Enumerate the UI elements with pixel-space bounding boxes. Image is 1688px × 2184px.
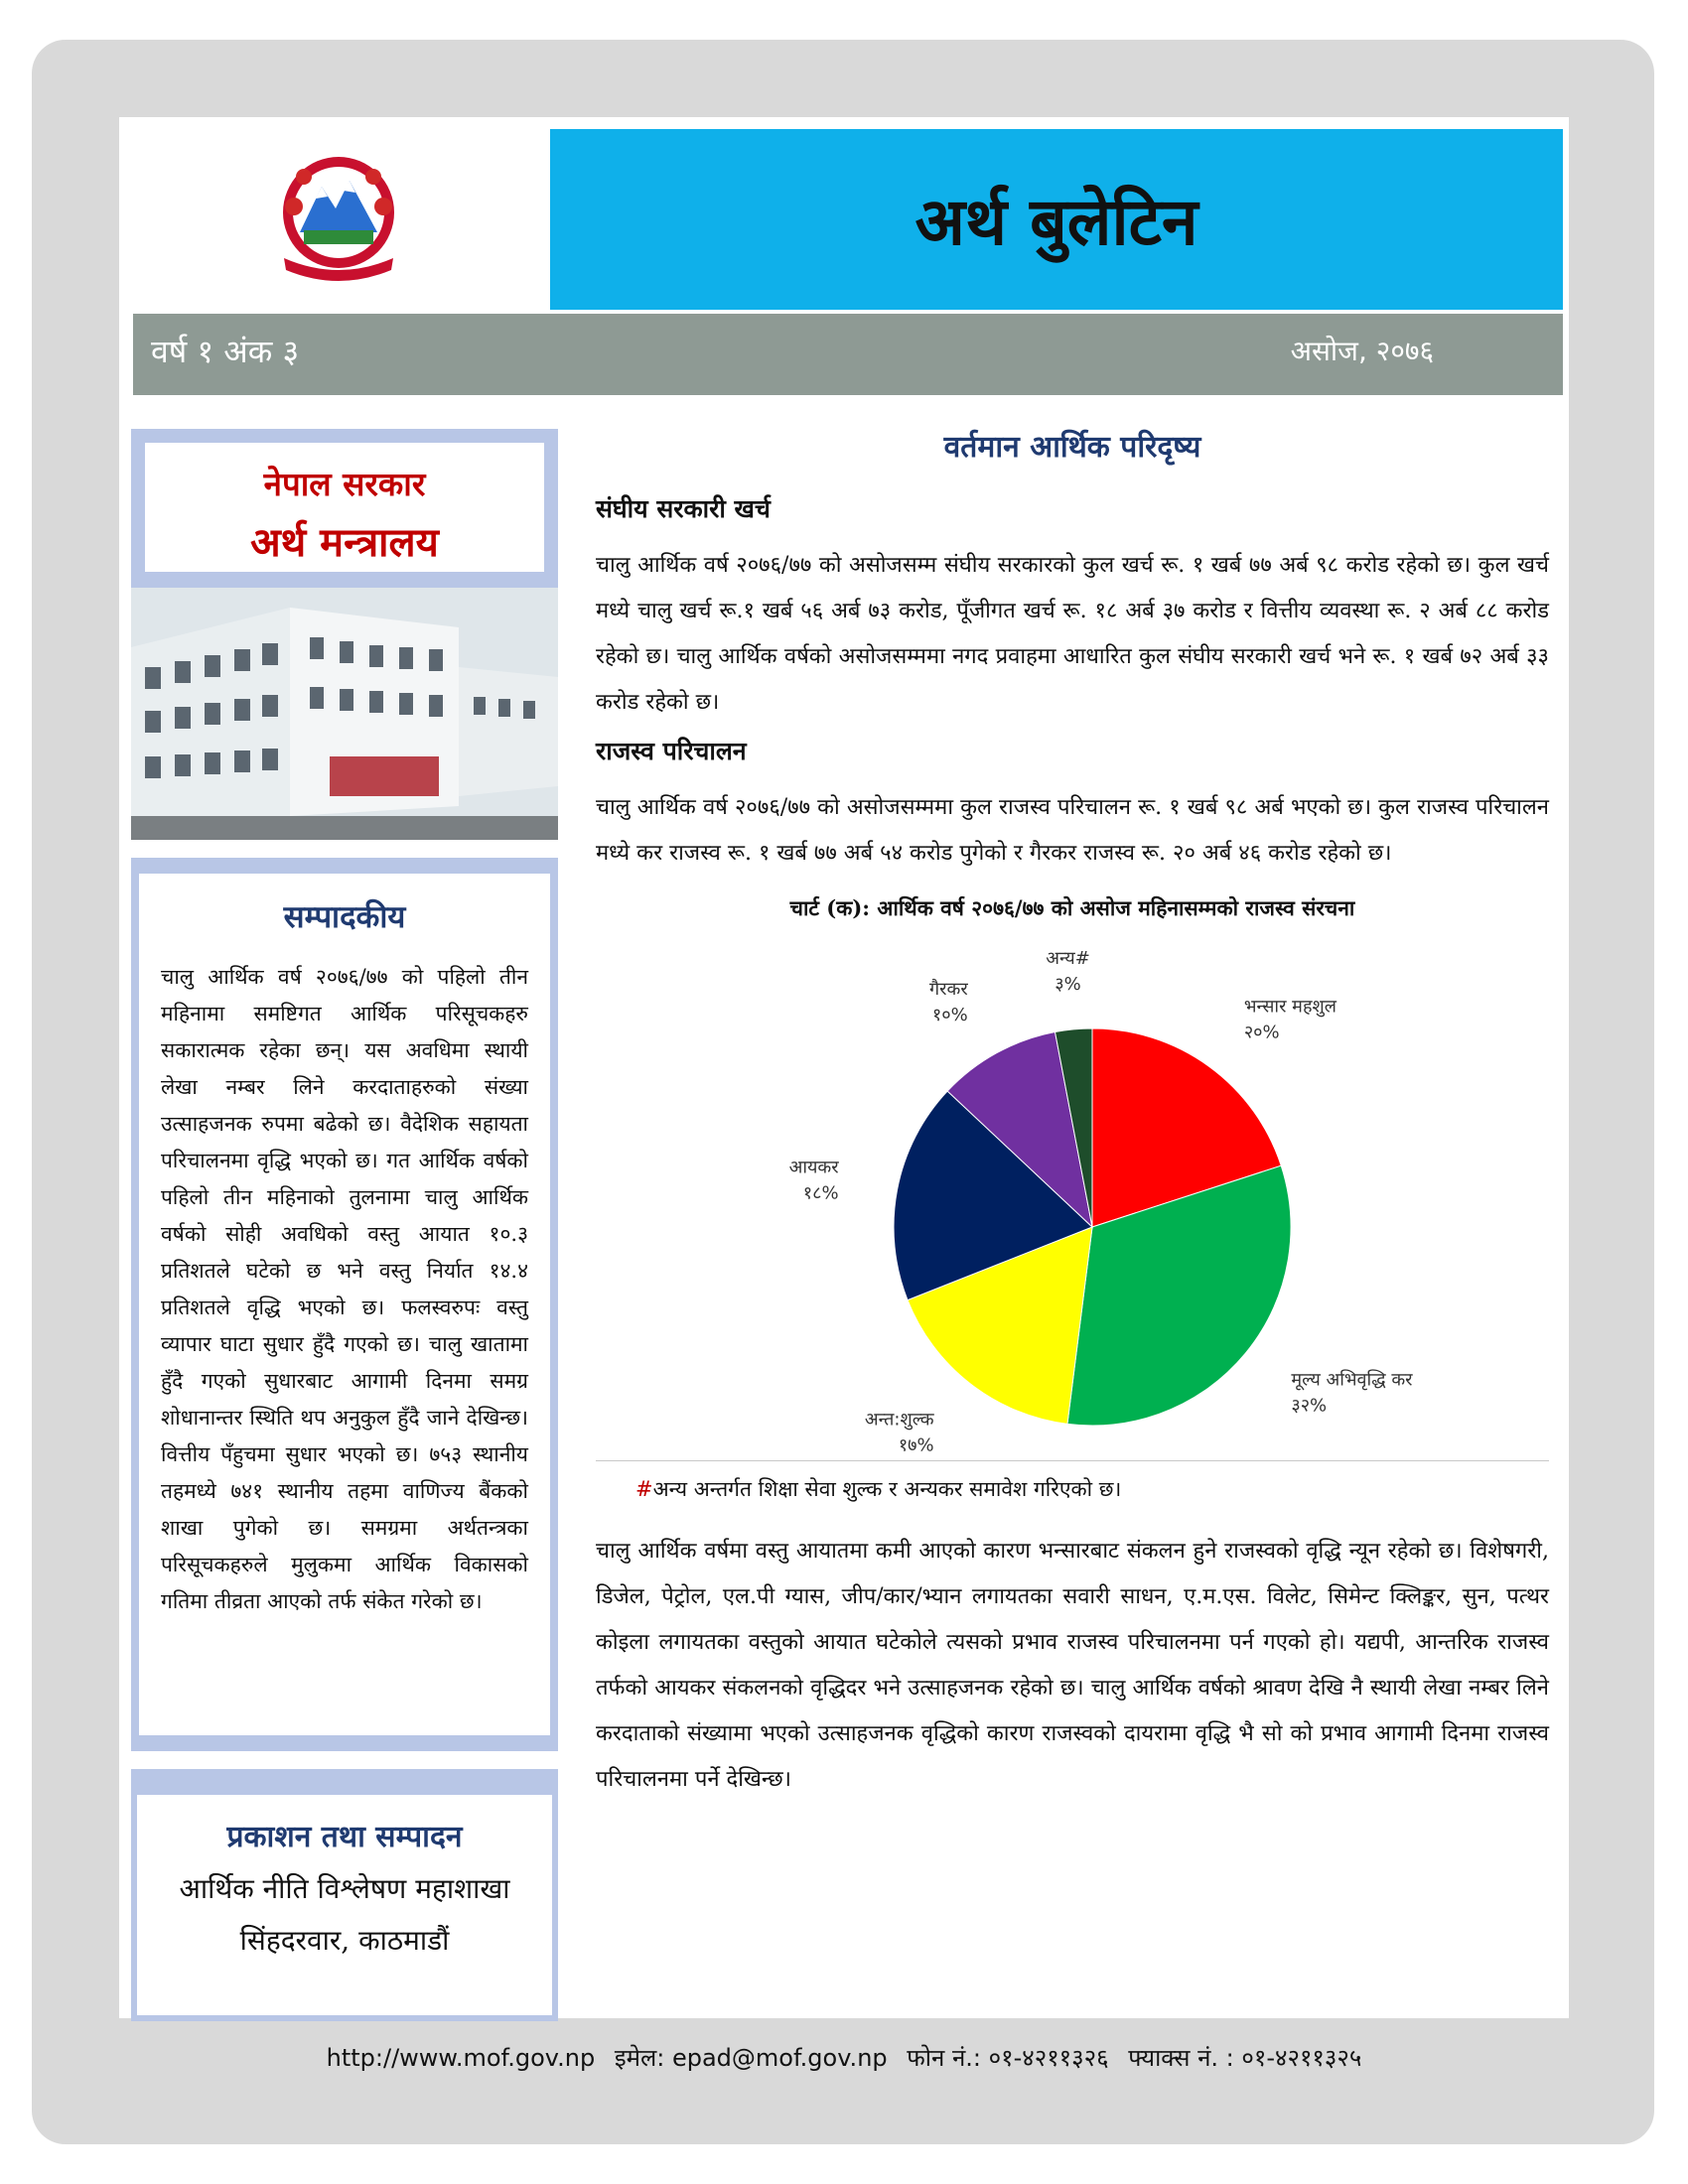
- main-title: वर्तमान आर्थिक परिदृष्य: [943, 430, 1201, 465]
- footer-contact: [0, 2041, 1688, 2074]
- chart-footnote: [635, 1475, 1549, 1503]
- issue-number: वर्ष १ अंक ३: [151, 333, 300, 370]
- footnote-text: अन्य अन्तर्गत शिक्षा सेवा शुल्क र अन्यकर समावेश गरिएको छ।: [652, 1477, 1122, 1501]
- bulletin-title: अर्थ बुलेटिन: [914, 183, 1198, 260]
- phone-contact: फोन नं.: ०१-४२११३२६: [907, 2044, 1109, 2072]
- chart-title: चार्ट (क): आर्थिक वर्ष २०७६/७७ को असोज महिनासम्मको राजस्व संरचना: [789, 895, 1355, 920]
- publication-title: प्रकाशन तथा सम्पादन: [226, 1820, 463, 1854]
- editorial-inner: [139, 874, 550, 1735]
- bulletin-page: [119, 117, 1569, 2018]
- revenue-pie-chart: [596, 894, 1549, 1460]
- section-heading-expenditure: संघीय सरकारी खर्च: [596, 494, 771, 523]
- pie-label-3: आयकर: [788, 1157, 839, 1178]
- issue-bar: [133, 314, 1563, 395]
- publication-box: [131, 1769, 558, 2021]
- chart-divider: [596, 1460, 1549, 1461]
- ministry-name: अर्थ मन्त्रालय: [250, 519, 439, 566]
- expenditure-paragraph: चालु आर्थिक वर्ष २०७६/७७ को असोजसम्म संघीय सरकारको कुल खर्च रू. १ खर्ब ७७ अर्ब ९८ करोड रहेको छ। कुल खर्च मध्ये चालु खर्च रू.१ खर्ब ५६ अर्ब ७३ करोड, पूँजीगत खर्च रू. १८ अर्ब ३७ करोड र वित्तीय व्यवस्था रू. २ अर्ब ८८ करोड रहेको छ। चालु आर्थिक वर्षको असोजसम्ममा नगद प्रवाहमा आधारित कुल संघीय सरकारी खर्च भने रू. १ खर्ब ७२ अर्ब ३३ करोड रहेको छ।: [596, 553, 1549, 715]
- editorial-text: चालु आर्थिक वर्ष २०७६/७७ को पहिलो तीन महिनामा समष्टिगत आर्थिक परिसूचकहरु सकारात्मक रहेका छन्। यस अवधिमा स्थायी लेखा नम्बर लिने करदाताहरुको संख्या उत्साहजनक रुपमा बढेको छ। वैदेशिक सहायता परिचालनमा वृद्धि भएको छ। गत आर्थिक वर्षको पहिलो तीन महिनाको तुलनामा चालु आर्थिक वर्षको सोही अवधिको वस्तु आयात १०.३ प्रतिशतले घटेको छ भने वस्तु निर्यात १४.४ प्रतिशतले वृद्धि भएको छ। फलस्वरुपः वस्तु व्यापार घाटा सुधार हुँदै गएको छ। चालु खातामा हुँदै गएको सुधारबाट आगामी दिनमा समग्र शोधानान्तर स्थिति थप अनुकुल हुँदै जाने देखिन्छ। वित्तीय पँहुचमा सुधार भएको छ। ७५३ स्थानीय तहमध्ये ७४१ स्थानीय तहमा वाणिज्य बैंकको शाखा पुगेको छ। समग्रमा अर्थतन्त्रका परिसूचकहरुले मुलुकमा आर्थिक विकासको गतिमा तीव्रता आएको तर्फ संकेत गरेको छ।: [161, 965, 528, 1613]
- pie-label-1: मूल्य अभिवृद्धि कर: [1291, 1369, 1413, 1391]
- pie-value-label-2: १७%: [898, 1434, 934, 1456]
- section-heading-revenue: राजस्व परिचालन: [596, 737, 747, 765]
- publication-division: आर्थिक नीति विश्लेषण महाशाखा: [179, 1872, 510, 1905]
- fax-contact: फ्याक्स नं. : ०१-४२११३२५: [1128, 2044, 1362, 2072]
- issue-date: असोज, २०७६: [1290, 335, 1434, 367]
- pie-value-label-3: १८%: [802, 1182, 839, 1204]
- editorial-title: सम्पादकीय: [283, 899, 406, 935]
- pie-value-label-5: ३%: [1055, 974, 1081, 996]
- footnote-mark: #: [635, 1477, 653, 1501]
- logo-area: [119, 117, 546, 312]
- website-link[interactable]: http://www.mof.gov.np: [326, 2044, 596, 2072]
- pie-label-2: अन्त:शुल्क: [864, 1409, 934, 1431]
- pie-label-4: गैरकर: [929, 979, 968, 1001]
- title-banner: [550, 129, 1563, 310]
- publication-inner: [137, 1795, 552, 2015]
- ministry-box: [131, 429, 558, 588]
- publication-address: सिंहदरवार, काठमाडौं: [239, 1924, 450, 1957]
- main-content: [596, 425, 1549, 1803]
- pie-value-label-4: १०%: [931, 1005, 968, 1026]
- government-name: नेपाल सरकार: [263, 465, 426, 503]
- pie-value-label-0: २०%: [1243, 1022, 1280, 1043]
- ministry-building-image: [131, 588, 558, 840]
- pie-chart-svg: [596, 894, 1549, 1460]
- editorial-box: [131, 858, 558, 1751]
- revenue-paragraph: चालु आर्थिक वर्ष २०७६/७७ को असोजसम्ममा कुल राजस्व परिचालन रू. १ खर्ब ९८ अर्ब भएको छ। कुल राजस्व परिचालन मध्ये कर राजस्व रू. १ खर्ब ७७ अर्ब ५४ करोड पुगेको र गैरकर राजस्व रू. २० अर्ब ४६ करोड रहेको छ।: [596, 795, 1549, 866]
- pie-label-0: भन्सार महशुल: [1243, 996, 1336, 1018]
- pie-value-label-1: ३२%: [1291, 1395, 1328, 1417]
- email-contact[interactable]: इमेल: epad@mof.gov.np: [614, 2044, 888, 2072]
- revenue-analysis-paragraph: चालु आर्थिक वर्षमा वस्तु आयातमा कमी आएको कारण भन्सारबाट संकलन हुने राजस्वको वृद्धि न्यून रहेको छ। विशेषगरी, डिजेल, पेट्रोल, एल.पी ग्यास, जीप/कार/भ्यान लगायतका सवारी साधन, ए.म.एस. विलेट, सिमेन्ट क्लिङ्कर, सुन, पत्थर कोइला लगायतका वस्तुको आयात घटेकोले त्यसको प्रभाव राजस्व परिचालनमा पर्न गएको हो। यद्यपी, आन्तरिक राजस्व तर्फको आयकर संकलनको वृद्धिदर भने उत्साहजनक रहेको छ। चालु आर्थिक वर्षको श्रावण देखि नै स्थायी लेखा नम्बर लिने करदाताको संख्यामा भएको उत्साहजनक वृद्धिको कारण राजस्वको दायरामा वृद्धि भै सो को प्रभाव आगामी दिनमा राजस्व परिचालनमा पर्ने देखिन्छ।: [596, 1539, 1549, 1792]
- ministry-inner: [145, 443, 544, 572]
- pie-label-5: अन्य#: [1046, 948, 1090, 970]
- nepal-emblem-icon: [264, 147, 413, 286]
